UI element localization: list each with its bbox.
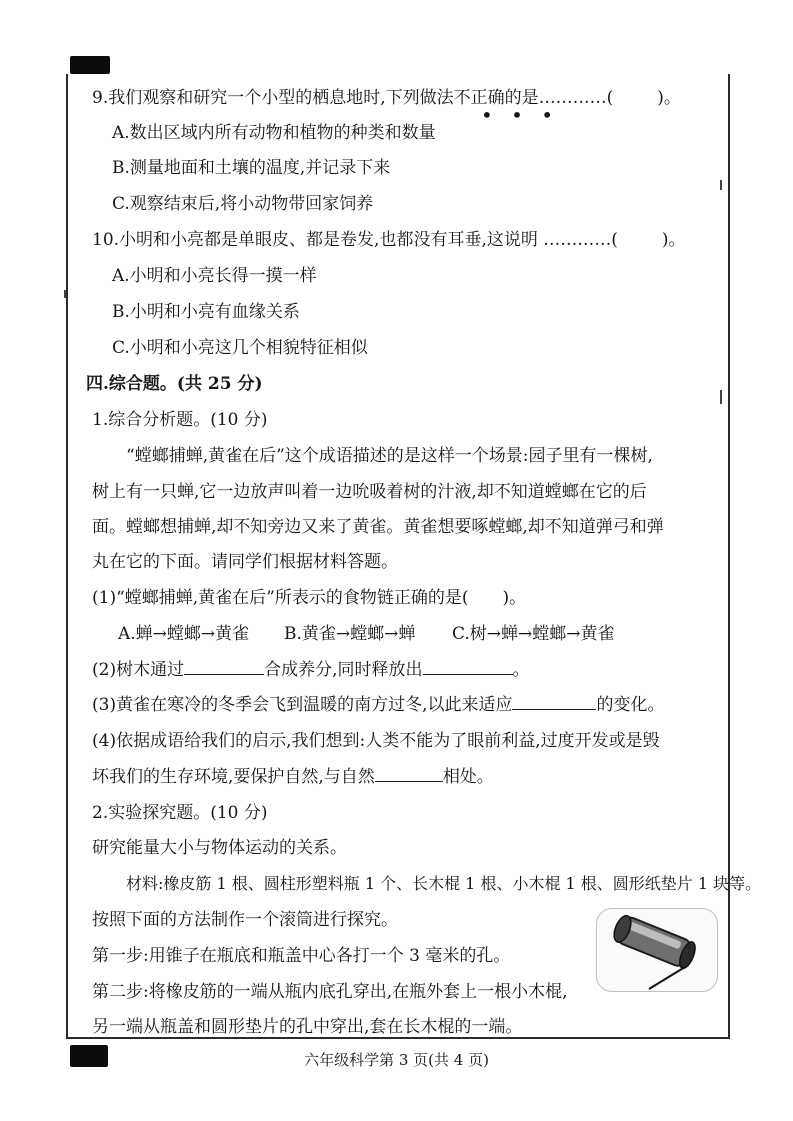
passage-line-3: 面。螳螂想捕蝉,却不知旁边又来了黄雀。黄雀想要啄螳螂,却不知道弹弓和弹 <box>92 517 664 537</box>
sub-question-2-text-c: 。 <box>512 660 530 680</box>
sub-question-4-line-1: (4)依据成语给我们的启示,我们想到:人类不能为了眼前利益,过度开发或是毁 <box>92 731 660 751</box>
question-9-close: )。 <box>657 88 681 108</box>
sub-question-1-option-b: B.黄雀→螳螂→蝉 <box>284 624 416 644</box>
passage-line-2: 树上有一只蝉,它一边放声叫着一边吮吸着树的汁液,却不知道螳螂在它的后 <box>92 482 647 502</box>
sub-question-1-option-a: A.蝉→螳螂→黄雀 <box>118 624 250 644</box>
sub-question-4-text-a: 坏我们的生存环境,要保护自然,与自然 <box>92 767 375 787</box>
scan-mark <box>720 180 722 190</box>
sub-question-3-text-b: 的变化。 <box>596 695 665 715</box>
step-1-text: 第一步:用锥子在瓶底和瓶盖中心各打一个 3 毫米的孔。 <box>92 946 511 966</box>
sub-question-3 <box>92 693 664 717</box>
sub-question-1-text: (1)“螳螂捕蝉,黄雀在后”所表示的食物链正确的是( <box>92 588 469 608</box>
q10-option-c: C.小明和小亮这几个相貌特征相似 <box>112 338 368 358</box>
fill-blank[interactable] <box>512 693 596 710</box>
q9-option-c: C.观察结束后,将小动物带回家饲养 <box>112 194 374 214</box>
q10-option-b: B.小明和小亮有血缘关系 <box>112 302 300 322</box>
part-2-subtitle: 研究能量大小与物体运动的关系。 <box>92 838 347 858</box>
question-10-text: 10.小明和小亮都是单眼皮、都是卷发,也都没有耳垂,这说明 …………( <box>92 230 618 250</box>
emphasis-dots: • • • <box>481 103 560 127</box>
roller-illustration <box>596 908 718 992</box>
fill-blank[interactable] <box>375 765 443 782</box>
part-1-title: 1.综合分析题。(10 分) <box>92 410 268 430</box>
page-footer: 六年级科学第 3 页(共 4 页) <box>304 1051 489 1069</box>
question-9 <box>92 86 681 110</box>
fill-blank[interactable] <box>184 658 264 675</box>
q10-option-a: A.小明和小亮长得一摸一样 <box>112 266 317 286</box>
question-9-text: 9.我们观察和研究一个小型的栖息地时,下列做法不正确的是…………( <box>92 88 614 108</box>
sub-question-4-line-2 <box>92 765 494 789</box>
passage-line-1: “螳螂捕蝉,黄雀在后”这个成语描述的是这样一个场景:园子里有一棵树, <box>126 446 653 466</box>
sub-question-1 <box>92 586 526 610</box>
step-2-line-1: 第二步:将橡皮筋的一端从瓶内底孔穿出,在瓶外套上一根小木棍, <box>92 982 568 1002</box>
materials-text: 材料:橡皮筋 1 根、圆柱形塑料瓶 1 个、长木棍 1 根、小木棍 1 根、圆形纸垫片 1 块等。 <box>126 874 762 893</box>
sub-question-1-close: )。 <box>502 588 527 608</box>
scan-mark <box>64 290 66 298</box>
q9-option-a: A.数出区域内所有动物和植物的种类和数量 <box>112 123 436 143</box>
question-10 <box>92 228 686 252</box>
sub-question-2 <box>92 658 530 682</box>
q9-option-b: B.测量地面和土壤的温度,并记录下来 <box>112 158 391 178</box>
passage-line-4: 丸在它的下面。请同学们根据材料答题。 <box>92 552 398 572</box>
bottle-roller-drawing <box>597 909 717 991</box>
sub-question-2-text-b: 合成养分,同时释放出 <box>264 660 423 680</box>
scan-mark <box>720 390 722 404</box>
sub-question-3-text-a: (3)黄雀在寒冷的冬季会飞到温暖的南方过冬,以此来适应 <box>92 695 513 715</box>
step-2-line-2: 另一端从瓶盖和圆形垫片的孔中穿出,套在长木棍的一端。 <box>92 1017 523 1037</box>
registration-mark-top <box>70 56 110 74</box>
method-text: 按照下面的方法制作一个滚筒进行探究。 <box>92 910 398 930</box>
fill-blank[interactable] <box>423 658 513 675</box>
section-4-title: 四.综合题。(共 25 分) <box>86 374 263 394</box>
sub-question-4-text-b: 相处。 <box>442 767 494 787</box>
sub-question-2-text-a: (2)树木通过 <box>92 660 185 680</box>
question-10-close: )。 <box>661 230 686 250</box>
part-2-title: 2.实验探究题。(10 分) <box>92 803 268 823</box>
sub-question-1-option-c: C.树→蝉→螳螂→黄雀 <box>452 624 615 644</box>
